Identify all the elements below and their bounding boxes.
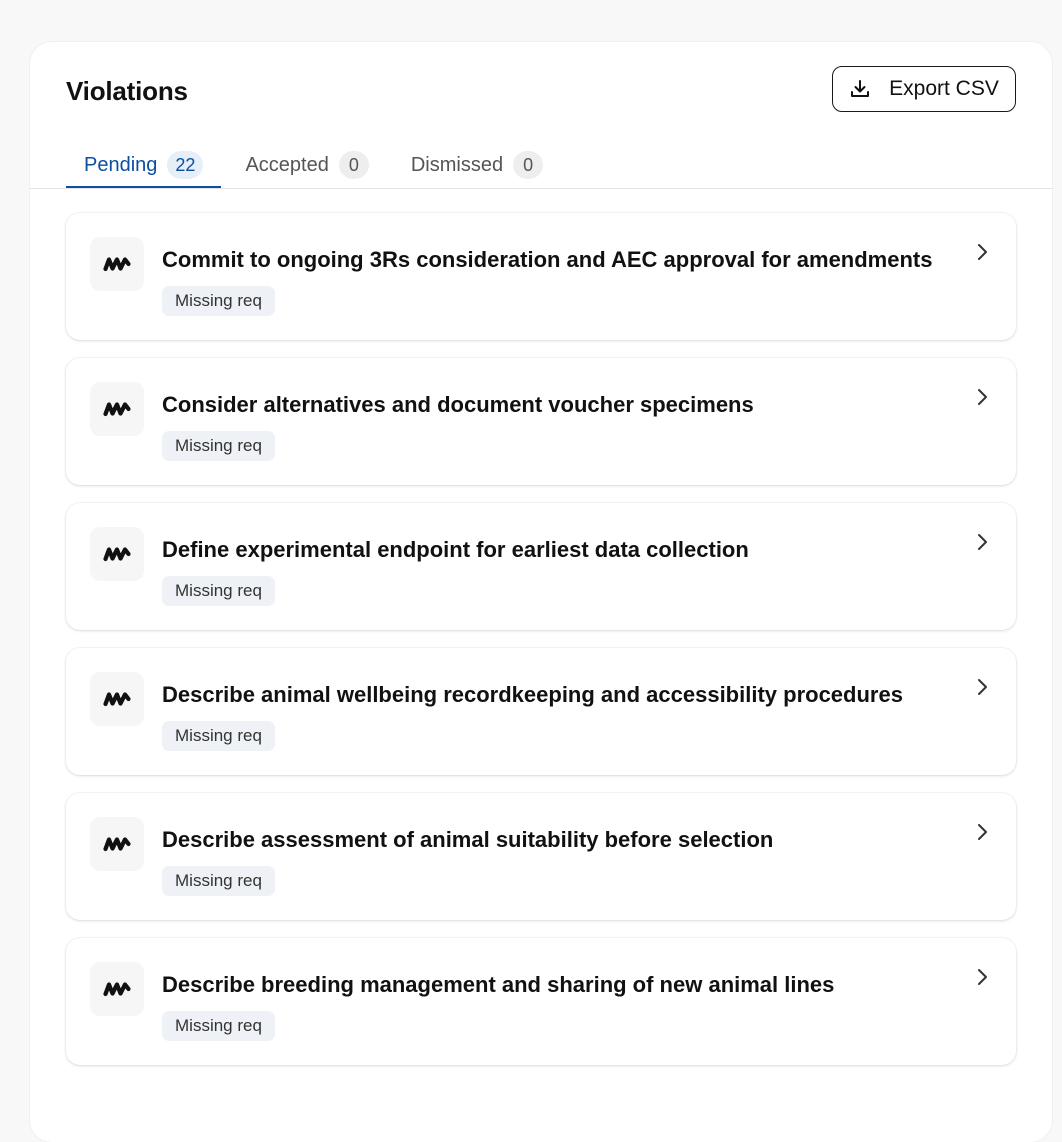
page-title: Violations — [66, 76, 188, 106]
export-csv-button[interactable] — [832, 66, 1016, 112]
chevron-right-icon — [976, 678, 988, 701]
violation-title: Describe breeding management and sharing of new animal lines — [162, 972, 835, 997]
tab-accepted[interactable] — [227, 142, 386, 188]
brand-logo-icon — [90, 527, 144, 581]
status-tabs — [66, 142, 561, 190]
chevron-right-icon — [976, 968, 988, 991]
violation-title: Commit to ongoing 3Rs consideration and AEC approval for amendments — [162, 247, 933, 272]
brand-logo-icon — [90, 672, 144, 726]
violation-tag: Missing req — [162, 431, 275, 461]
export-csv-label: Export CSV — [889, 77, 999, 100]
violation-title: Describe animal wellbeing recordkeeping and accessibility procedures — [162, 682, 903, 707]
chevron-right-icon — [976, 388, 988, 411]
violation-tag: Missing req — [162, 721, 275, 751]
violation-list — [66, 213, 1016, 1083]
tab-pending[interactable] — [66, 142, 221, 188]
violation-card[interactable] — [66, 358, 1016, 485]
tab-label: Dismissed — [410, 153, 504, 176]
tab-divider — [30, 188, 1052, 189]
tab-label: Pending — [84, 153, 158, 176]
chevron-right-icon — [976, 533, 988, 556]
violation-title: Define experimental endpoint for earliest data collection — [162, 537, 749, 562]
tab-dismissed[interactable] — [393, 142, 561, 188]
violation-card[interactable] — [66, 648, 1016, 775]
tab-label: Accepted — [245, 153, 329, 176]
chevron-right-icon — [976, 823, 988, 846]
brand-logo-icon — [90, 382, 144, 436]
violation-title: Describe assessment of animal suitability before selection — [162, 827, 774, 852]
violation-tag: Missing req — [162, 866, 275, 896]
violation-card[interactable] — [66, 213, 1016, 340]
tab-count-badge: 22 — [167, 151, 203, 179]
brand-logo-icon — [90, 817, 144, 871]
panel-header — [66, 66, 1016, 114]
tab-count-badge: 0 — [339, 151, 369, 179]
violation-tag: Missing req — [162, 576, 275, 606]
brand-logo-icon — [90, 237, 144, 291]
violation-tag: Missing req — [162, 1011, 275, 1041]
tab-count-badge: 0 — [513, 151, 543, 179]
download-icon — [849, 78, 871, 100]
brand-logo-icon — [90, 962, 144, 1016]
violations-panel — [30, 42, 1052, 1142]
violation-card[interactable] — [66, 503, 1016, 630]
violation-card[interactable] — [66, 938, 1016, 1065]
violation-title: Consider alternatives and document voucher specimens — [162, 392, 754, 417]
violation-tag: Missing req — [162, 286, 275, 316]
violation-card[interactable] — [66, 793, 1016, 920]
chevron-right-icon — [976, 243, 988, 266]
